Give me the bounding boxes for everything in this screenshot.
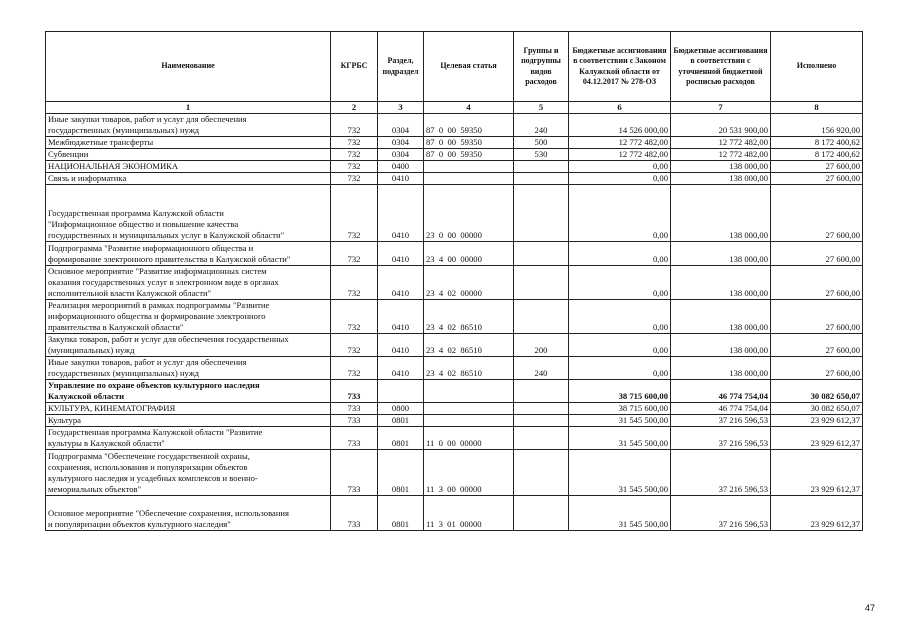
row-name: Субвенции [46,149,331,161]
table-row [46,496,863,531]
col-number: 6 [569,102,671,114]
row-target-article [424,380,514,403]
row-budget-refined: 37 216 596,53 [671,415,771,427]
row-name: Связь и информатика [46,173,331,185]
row-budget-law: 0,00 [569,242,671,266]
row-name: Культура [46,415,331,427]
table-row [46,185,863,242]
row-kgrbs: 732 [331,266,378,300]
row-razdel: 0410 [378,357,424,380]
row-budget-law: 12 772 482,00 [569,149,671,161]
row-budget-refined: 46 774 754,04 [671,403,771,415]
row-expense-group [514,427,569,450]
table-row [46,403,863,415]
row-budget-law: 0,00 [569,173,671,185]
row-budget-law: 0,00 [569,300,671,334]
row-budget-law: 38 715 600,00 [569,403,671,415]
row-budget-refined: 37 216 596,53 [671,450,771,496]
row-expense-group [514,173,569,185]
table-row [46,415,863,427]
row-razdel: 0400 [378,161,424,173]
row-target-article [424,403,514,415]
row-expense-group: 240 [514,114,569,137]
header-row [46,32,863,102]
row-executed: 27 600,00 [771,357,863,380]
row-target-article: 23 4 02 86510 [424,300,514,334]
row-budget-law: 0,00 [569,185,671,242]
header-expense-groups: Группы и подгруппы видов расходов [514,32,569,102]
row-expense-group [514,403,569,415]
row-name: Управление по охране объектов культурного наследия Калужской области [46,380,331,403]
table-row [46,357,863,380]
row-name: НАЦИОНАЛЬНАЯ ЭКОНОМИКА [46,161,331,173]
row-target-article: 87 0 00 59350 [424,114,514,137]
row-executed: 27 600,00 [771,242,863,266]
table-row [46,173,863,185]
row-budget-law: 31 545 500,00 [569,496,671,531]
header-name: Наименование [46,32,331,102]
row-kgrbs: 732 [331,242,378,266]
row-target-article [424,173,514,185]
row-name: Подпрограмма "Развитие информационного общества и формирование электронного правительства в Калужской области" [46,242,331,266]
row-kgrbs: 733 [331,496,378,531]
table-body [46,114,863,531]
col-number: 4 [424,102,514,114]
row-target-article: 87 0 00 59350 [424,137,514,149]
row-budget-law: 31 545 500,00 [569,450,671,496]
row-name: Подпрограмма "Обеспечение государственной охраны, сохранения, использования и популяризации объектов культурного наследия и усадебных комплексов и военно- мемориальных объектов" [46,450,331,496]
row-razdel: 0304 [378,149,424,161]
row-target-article: 87 0 00 59350 [424,149,514,161]
column-number-row [46,102,863,114]
row-budget-law: 12 772 482,00 [569,137,671,149]
row-budget-refined: 138 000,00 [671,300,771,334]
row-budget-refined: 138 000,00 [671,357,771,380]
row-executed: 27 600,00 [771,161,863,173]
row-executed: 23 929 612,37 [771,415,863,427]
row-executed: 23 929 612,37 [771,496,863,531]
row-budget-refined: 138 000,00 [671,242,771,266]
row-razdel: 0304 [378,137,424,149]
table-row [46,300,863,334]
row-executed: 156 920,00 [771,114,863,137]
row-budget-refined: 138 000,00 [671,173,771,185]
row-budget-law: 14 526 000,00 [569,114,671,137]
row-name: Основное мероприятие "Обеспечение сохранения, использования и популяризации объектов культурного наследия" [46,496,331,531]
row-name: Иные закупки товаров, работ и услуг для обеспечения государственных (муниципальных) нужд [46,114,331,137]
row-razdel: 0800 [378,403,424,415]
row-budget-law: 31 545 500,00 [569,415,671,427]
row-kgrbs: 732 [331,300,378,334]
row-razdel: 0801 [378,450,424,496]
row-executed: 27 600,00 [771,334,863,357]
header-budget-refined: Бюджетные ассигнования в соответствии с уточненной бюджетной росписью расходов [671,32,771,102]
row-budget-law: 38 715 600,00 [569,380,671,403]
row-executed: 27 600,00 [771,185,863,242]
row-executed: 30 082 650,07 [771,403,863,415]
row-budget-refined: 12 772 482,00 [671,137,771,149]
row-expense-group [514,266,569,300]
header-budget-law: Бюджетные ассигнования в соответствии с Законом Калужской области от 04.12.2017 № 278-ОЗ [569,32,671,102]
row-executed: 27 600,00 [771,300,863,334]
row-kgrbs: 732 [331,114,378,137]
row-target-article: 23 4 02 86510 [424,334,514,357]
row-expense-group [514,242,569,266]
row-razdel: 0410 [378,300,424,334]
row-executed: 23 929 612,37 [771,450,863,496]
row-razdel [378,380,424,403]
row-expense-group: 500 [514,137,569,149]
row-name: Закупка товаров, работ и услуг для обеспечения государственных (муниципальных) нужд [46,334,331,357]
row-expense-group: 530 [514,149,569,161]
row-kgrbs: 732 [331,149,378,161]
row-expense-group [514,380,569,403]
row-razdel: 0410 [378,266,424,300]
table-row [46,450,863,496]
col-number: 3 [378,102,424,114]
row-razdel: 0801 [378,427,424,450]
row-budget-law: 0,00 [569,161,671,173]
row-expense-group: 240 [514,357,569,380]
row-target-article: 11 3 01 00000 [424,496,514,531]
table-row [46,161,863,173]
row-executed: 27 600,00 [771,173,863,185]
row-razdel: 0410 [378,242,424,266]
row-executed: 8 172 400,62 [771,149,863,161]
col-number: 5 [514,102,569,114]
row-budget-refined: 37 216 596,53 [671,496,771,531]
row-kgrbs: 733 [331,403,378,415]
row-expense-group [514,450,569,496]
row-kgrbs: 732 [331,185,378,242]
row-razdel: 0410 [378,185,424,242]
header-kgrbs: КГРБС [331,32,378,102]
col-number: 2 [331,102,378,114]
row-name: Государственная программа Калужской области "Информационное общество и повышение качества государственных и муниципальных услуг в Калужской области" [46,185,331,242]
row-target-article [424,161,514,173]
header-executed: Исполнено [771,32,863,102]
table-row [46,137,863,149]
table-row [46,380,863,403]
table-row [46,334,863,357]
row-target-article: 23 4 02 86510 [424,357,514,380]
row-kgrbs: 733 [331,380,378,403]
row-name: КУЛЬТУРА, КИНЕМАТОГРАФИЯ [46,403,331,415]
page-number: 47 [865,603,876,613]
row-kgrbs: 733 [331,427,378,450]
row-expense-group [514,185,569,242]
row-budget-law: 0,00 [569,266,671,300]
row-razdel: 0410 [378,173,424,185]
row-budget-refined: 138 000,00 [671,161,771,173]
row-expense-group [514,300,569,334]
row-name: Государственная программа Калужской области "Развитие культуры в Калужской области" [46,427,331,450]
row-executed: 8 172 400,62 [771,137,863,149]
row-kgrbs: 732 [331,357,378,380]
row-target-article: 23 4 02 00000 [424,266,514,300]
table-row [46,427,863,450]
row-kgrbs: 733 [331,415,378,427]
row-razdel: 0410 [378,334,424,357]
row-budget-law: 31 545 500,00 [569,427,671,450]
row-kgrbs: 732 [331,161,378,173]
row-target-article: 23 4 00 00000 [424,242,514,266]
row-kgrbs: 732 [331,334,378,357]
row-name: Межбюджетные трансферты [46,137,331,149]
row-budget-law: 0,00 [569,334,671,357]
row-budget-refined: 37 216 596,53 [671,427,771,450]
row-expense-group [514,415,569,427]
row-budget-refined: 138 000,00 [671,266,771,300]
row-budget-refined: 138 000,00 [671,334,771,357]
budget-table [45,31,863,531]
row-target-article: 11 3 00 00000 [424,450,514,496]
row-razdel: 0304 [378,114,424,137]
row-executed: 23 929 612,37 [771,427,863,450]
row-name: Основное мероприятие "Развитие информационных систем оказания государственных услуг в электронном виде в органах исполнительной власти Калужской области" [46,266,331,300]
row-expense-group [514,496,569,531]
row-budget-refined: 46 774 754,04 [671,380,771,403]
row-target-article: 11 0 00 00000 [424,427,514,450]
row-kgrbs: 732 [331,137,378,149]
col-number: 8 [771,102,863,114]
col-number: 1 [46,102,331,114]
table-row [46,149,863,161]
header-target-article: Целевая статья [424,32,514,102]
table-row [46,114,863,137]
row-name: Иные закупки товаров, работ и услуг для обеспечения государственных (муниципальных) нужд [46,357,331,380]
row-target-article [424,415,514,427]
row-budget-refined: 138 000,00 [671,185,771,242]
row-expense-group [514,161,569,173]
table-row [46,242,863,266]
row-executed: 27 600,00 [771,266,863,300]
row-budget-refined: 12 772 482,00 [671,149,771,161]
header-razdel: Раздел, подраздел [378,32,424,102]
table-row [46,266,863,300]
row-name: Реализация мероприятий в рамках подпрограммы "Развитие информационного общества и формирование электронного правительства в Калужской области" [46,300,331,334]
row-kgrbs: 733 [331,450,378,496]
row-razdel: 0801 [378,496,424,531]
row-target-article: 23 0 00 00000 [424,185,514,242]
row-budget-law: 0,00 [569,357,671,380]
row-kgrbs: 732 [331,173,378,185]
row-budget-refined: 20 531 900,00 [671,114,771,137]
row-expense-group: 200 [514,334,569,357]
col-number: 7 [671,102,771,114]
row-razdel: 0801 [378,415,424,427]
row-executed: 30 082 650,07 [771,380,863,403]
